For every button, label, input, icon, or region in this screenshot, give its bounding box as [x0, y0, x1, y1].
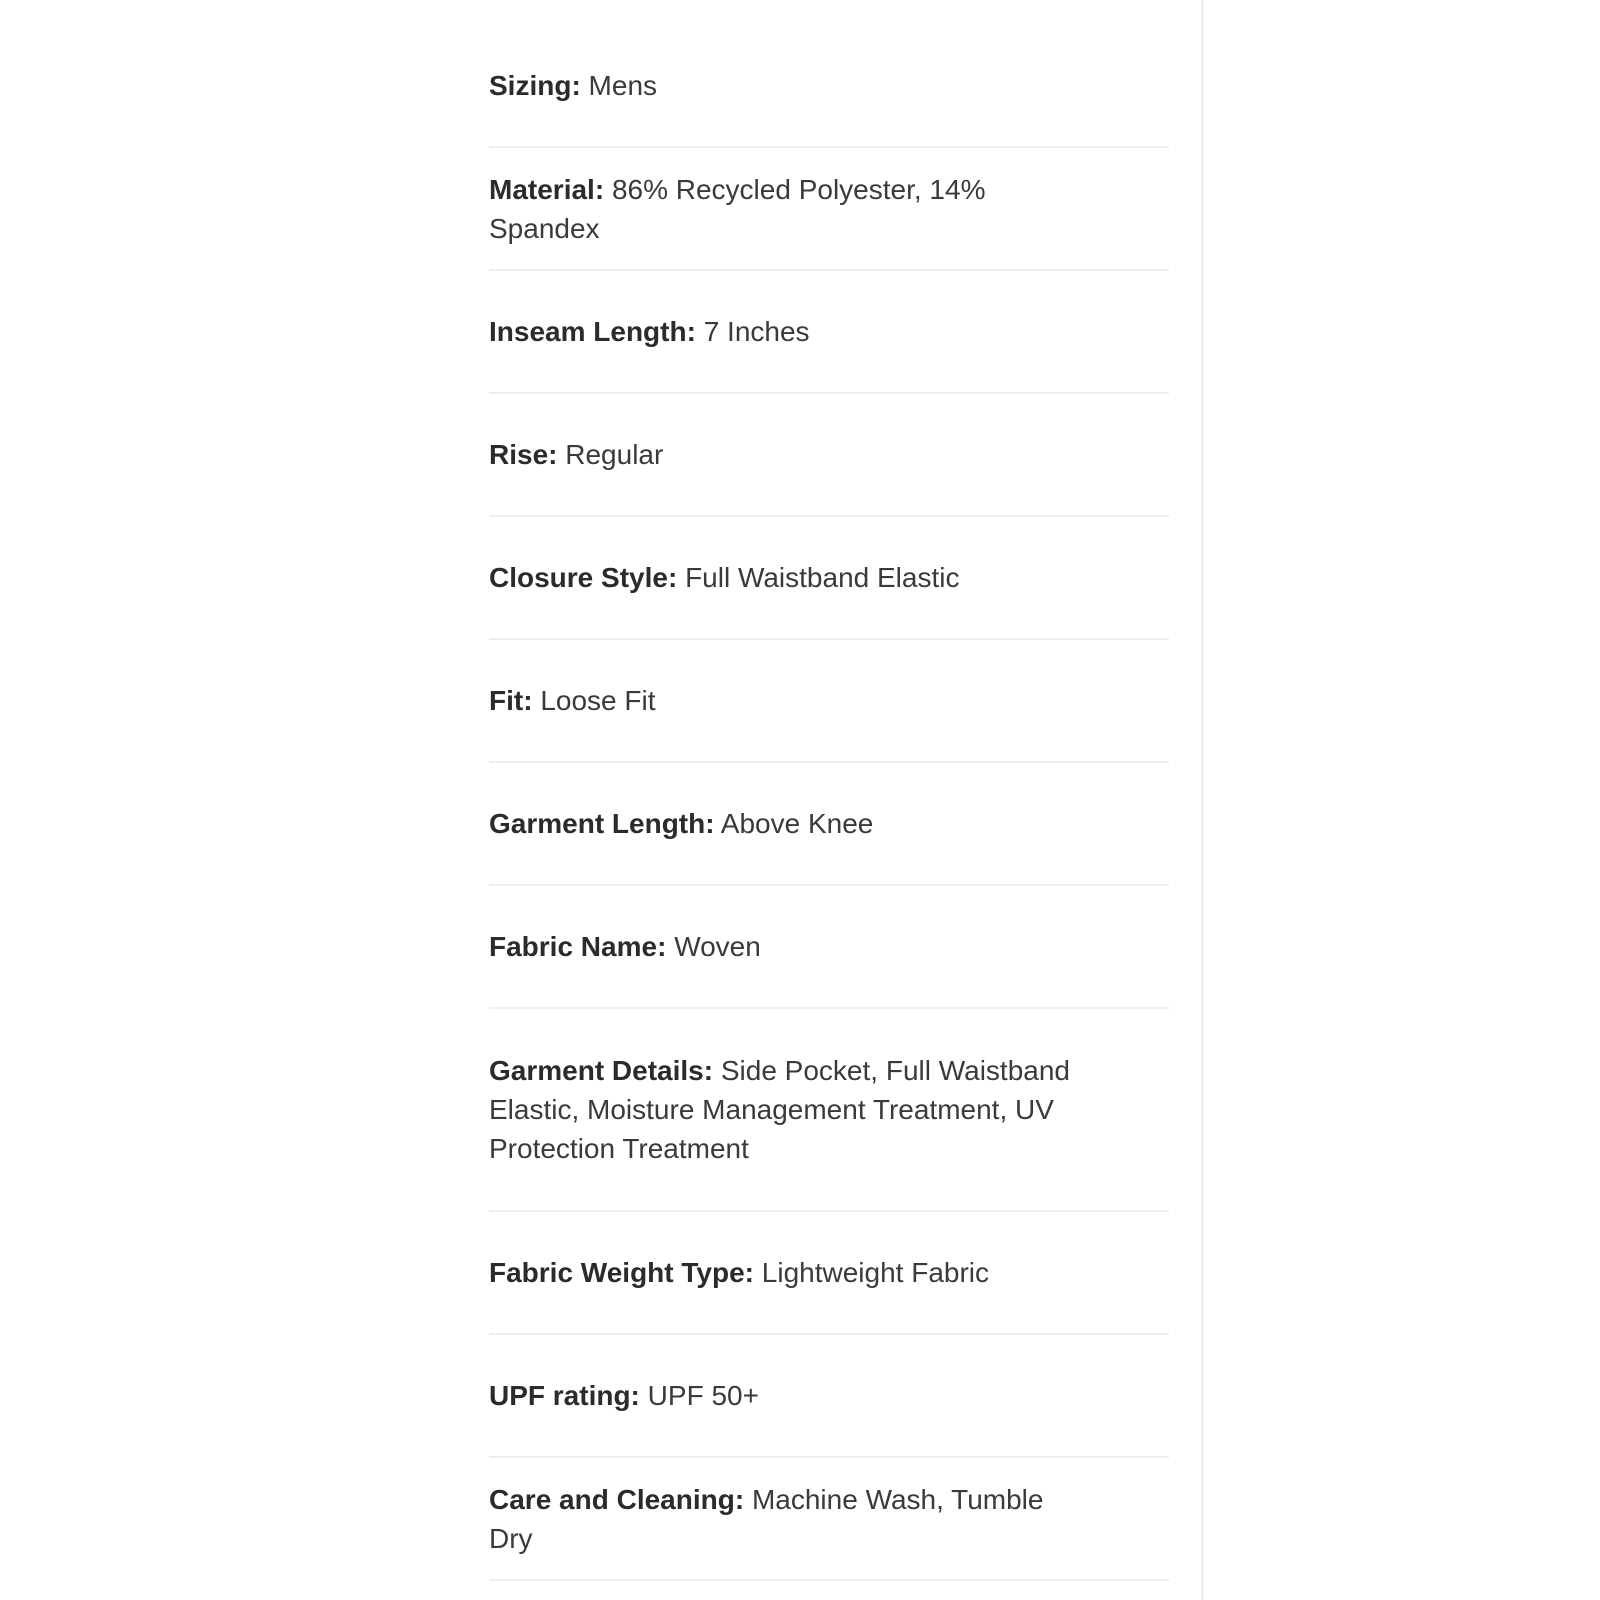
spec-label: UPF rating:	[489, 1380, 640, 1411]
spec-row-rise	[489, 394, 1169, 517]
spec-label: Material:	[489, 173, 605, 205]
spec-row-fabric-name	[489, 886, 1169, 1009]
spec-text	[489, 1253, 1089, 1292]
spec-row-fabric-weight-type	[489, 1212, 1169, 1335]
spec-row-care-and-cleaning	[489, 1458, 1169, 1581]
spec-text	[489, 1376, 1089, 1415]
spec-value: Loose Fit	[540, 685, 656, 716]
spec-text	[489, 66, 1089, 105]
spec-row-fit	[489, 640, 1169, 763]
spec-row-inseam-length	[489, 271, 1169, 394]
spec-text	[489, 804, 1089, 843]
spec-text	[489, 1051, 1089, 1168]
spec-label: Fabric Weight Type:	[489, 1257, 754, 1288]
spec-value: Mens	[588, 70, 658, 101]
spec-label: Fabric Name:	[489, 931, 667, 962]
spec-row-material	[489, 148, 1169, 271]
spec-text	[489, 1480, 1089, 1558]
spec-value: 7 Inches	[703, 316, 810, 347]
spec-row-sizing	[489, 25, 1169, 148]
spec-value: Lightweight Fabric	[761, 1257, 990, 1288]
spec-value: Side Pocket, Full Waistband Elastic, Moisture Management Treatment, UV Protection Treatment	[489, 1055, 1070, 1164]
spec-value: Regular	[565, 439, 664, 470]
spec-label: Garment Length:	[489, 808, 715, 839]
spec-label: Fit:	[489, 685, 533, 716]
spec-label: Garment Details:	[489, 1055, 714, 1086]
spec-text	[489, 681, 1089, 720]
spec-text	[489, 435, 1089, 474]
spec-label: Care and Cleaning:	[489, 1483, 745, 1515]
spec-value: 86% Recycled Polyester, 14% Spandex	[489, 173, 986, 244]
spec-value: Above Knee	[720, 808, 874, 839]
right-column-divider	[1201, 0, 1204, 1600]
specifications-list	[489, 25, 1169, 1581]
spec-text	[489, 558, 1089, 597]
spec-label: Sizing:	[489, 70, 581, 101]
spec-value: Full Waistband Elastic	[685, 562, 960, 593]
spec-label: Inseam Length:	[489, 316, 696, 347]
spec-text	[489, 312, 1089, 351]
spec-row-upf-rating	[489, 1335, 1169, 1458]
spec-row-closure-style	[489, 517, 1169, 640]
spec-row-garment-length	[489, 763, 1169, 886]
spec-label: Rise:	[489, 439, 558, 470]
spec-text	[489, 927, 1089, 966]
spec-value: Woven	[674, 931, 761, 962]
spec-row-garment-details	[489, 1009, 1169, 1212]
spec-label: Closure Style:	[489, 562, 678, 593]
spec-value: Machine Wash, Tumble Dry	[489, 1483, 1044, 1554]
spec-text	[489, 170, 1089, 248]
spec-value: UPF 50+	[647, 1380, 759, 1411]
